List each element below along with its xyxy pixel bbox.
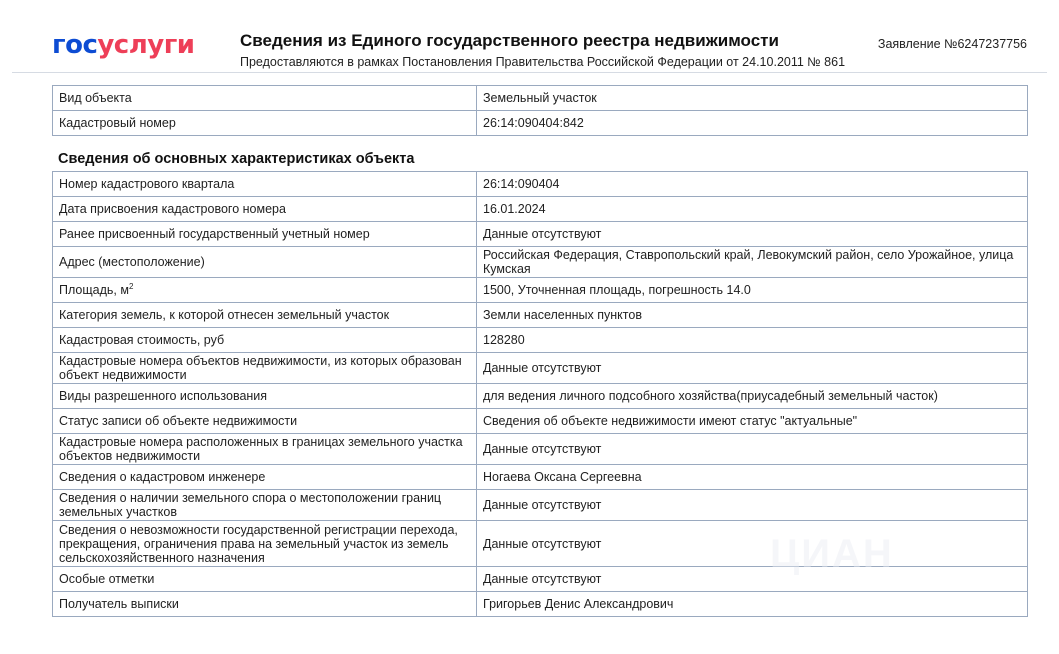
document-header (12, 22, 1047, 73)
row-label: Особые отметки (53, 567, 477, 592)
row-label: Сведения о кадастровом инженере (53, 465, 477, 490)
table-row (53, 490, 1028, 521)
row-label: Получатель выписки (53, 592, 477, 617)
table-row (53, 111, 1028, 136)
cian-watermark: ЦИАН (770, 532, 894, 576)
table-row (53, 172, 1028, 197)
row-value: Данные отсутствуют (477, 567, 1028, 592)
row-label: Статус записи об объекте недвижимости (53, 409, 477, 434)
table-row (53, 434, 1028, 465)
table-row (53, 86, 1028, 111)
row-value: Ногаева Оксана Сергеевна (477, 465, 1028, 490)
table-row (53, 197, 1028, 222)
row-label: Виды разрешенного использования (53, 384, 477, 409)
row-label: Категория земель, к которой отнесен земельный участок (53, 303, 477, 328)
object-type-label: Вид объекта (53, 86, 477, 111)
table-row (53, 592, 1028, 617)
row-value: Земли населенных пунктов (477, 303, 1028, 328)
table-row (53, 222, 1028, 247)
row-value: Григорьев Денис Александрович (477, 592, 1028, 617)
row-value: Данные отсутствуют (477, 434, 1028, 465)
area-unit-superscript: 2 (128, 281, 134, 291)
logo-text-part2: услуги (97, 30, 195, 60)
area-label-text: Площадь, м (59, 283, 129, 297)
row-value: Российская Федерация, Ставропольский край, Левокумский район, село Урожайное, улица Кумская (477, 247, 1028, 278)
row-value: 16.01.2024 (477, 197, 1028, 222)
row-label: Кадастровые номера объектов недвижимости, из которых образован объект недвижимости (53, 353, 477, 384)
table-row (53, 328, 1028, 353)
row-label: Кадастровая стоимость, руб (53, 328, 477, 353)
row-value: Сведения об объекте недвижимости имеют статус "актуальные" (477, 409, 1028, 434)
table-row (53, 353, 1028, 384)
row-label: Ранее присвоенный государственный учетный номер (53, 222, 477, 247)
row-label: Кадастровые номера расположенных в границах земельного участка объектов недвижимости (53, 434, 477, 465)
logo-text-part1: гос (52, 30, 98, 60)
cadastral-number-label: Кадастровый номер (53, 111, 477, 136)
table-row (53, 303, 1028, 328)
table-row (53, 278, 1028, 303)
application-number: Заявление №6247237756 (877, 37, 1027, 51)
row-value: 128280 (477, 328, 1028, 353)
document-subtitle: Предоставляются в рамках Постановления Правительства Российской Федерации от 24.10.2011 № 861 (240, 55, 846, 69)
row-label: Адрес (местоположение) (53, 247, 477, 278)
table-row (53, 409, 1028, 434)
document-title: Сведения из Единого государственного реестра недвижимости (240, 31, 779, 50)
row-label (53, 278, 477, 303)
row-label: Номер кадастрового квартала (53, 172, 477, 197)
row-value: для ведения личного подсобного хозяйства(приусадебный земельный часток) (477, 384, 1028, 409)
gosuslugi-logo[interactable] (52, 30, 195, 60)
object-type-value: Земельный участок (477, 86, 1028, 111)
row-value: Данные отсутствуют (477, 490, 1028, 521)
object-table (52, 85, 1028, 136)
cadastral-number-value: 26:14:090404:842 (477, 111, 1028, 136)
row-label: Сведения о невозможности государственной регистрации перехода, прекращения, ограничения права на земельный участок из земель сельскохозяйственного назначения (53, 521, 477, 567)
table-row (53, 465, 1028, 490)
table-row (53, 384, 1028, 409)
row-label: Сведения о наличии земельного спора о местоположении границ земельных участков (53, 490, 477, 521)
row-value: Данные отсутствуют (477, 521, 1028, 567)
table-row (53, 247, 1028, 278)
section-title: Сведения об основных характеристиках объекта (58, 151, 415, 167)
row-value: 1500, Уточненная площадь, погрешность 14.0 (477, 278, 1028, 303)
row-value: Данные отсутствуют (477, 222, 1028, 247)
row-value: Данные отсутствуют (477, 353, 1028, 384)
row-value: 26:14:090404 (477, 172, 1028, 197)
row-label: Дата присвоения кадастрового номера (53, 197, 477, 222)
